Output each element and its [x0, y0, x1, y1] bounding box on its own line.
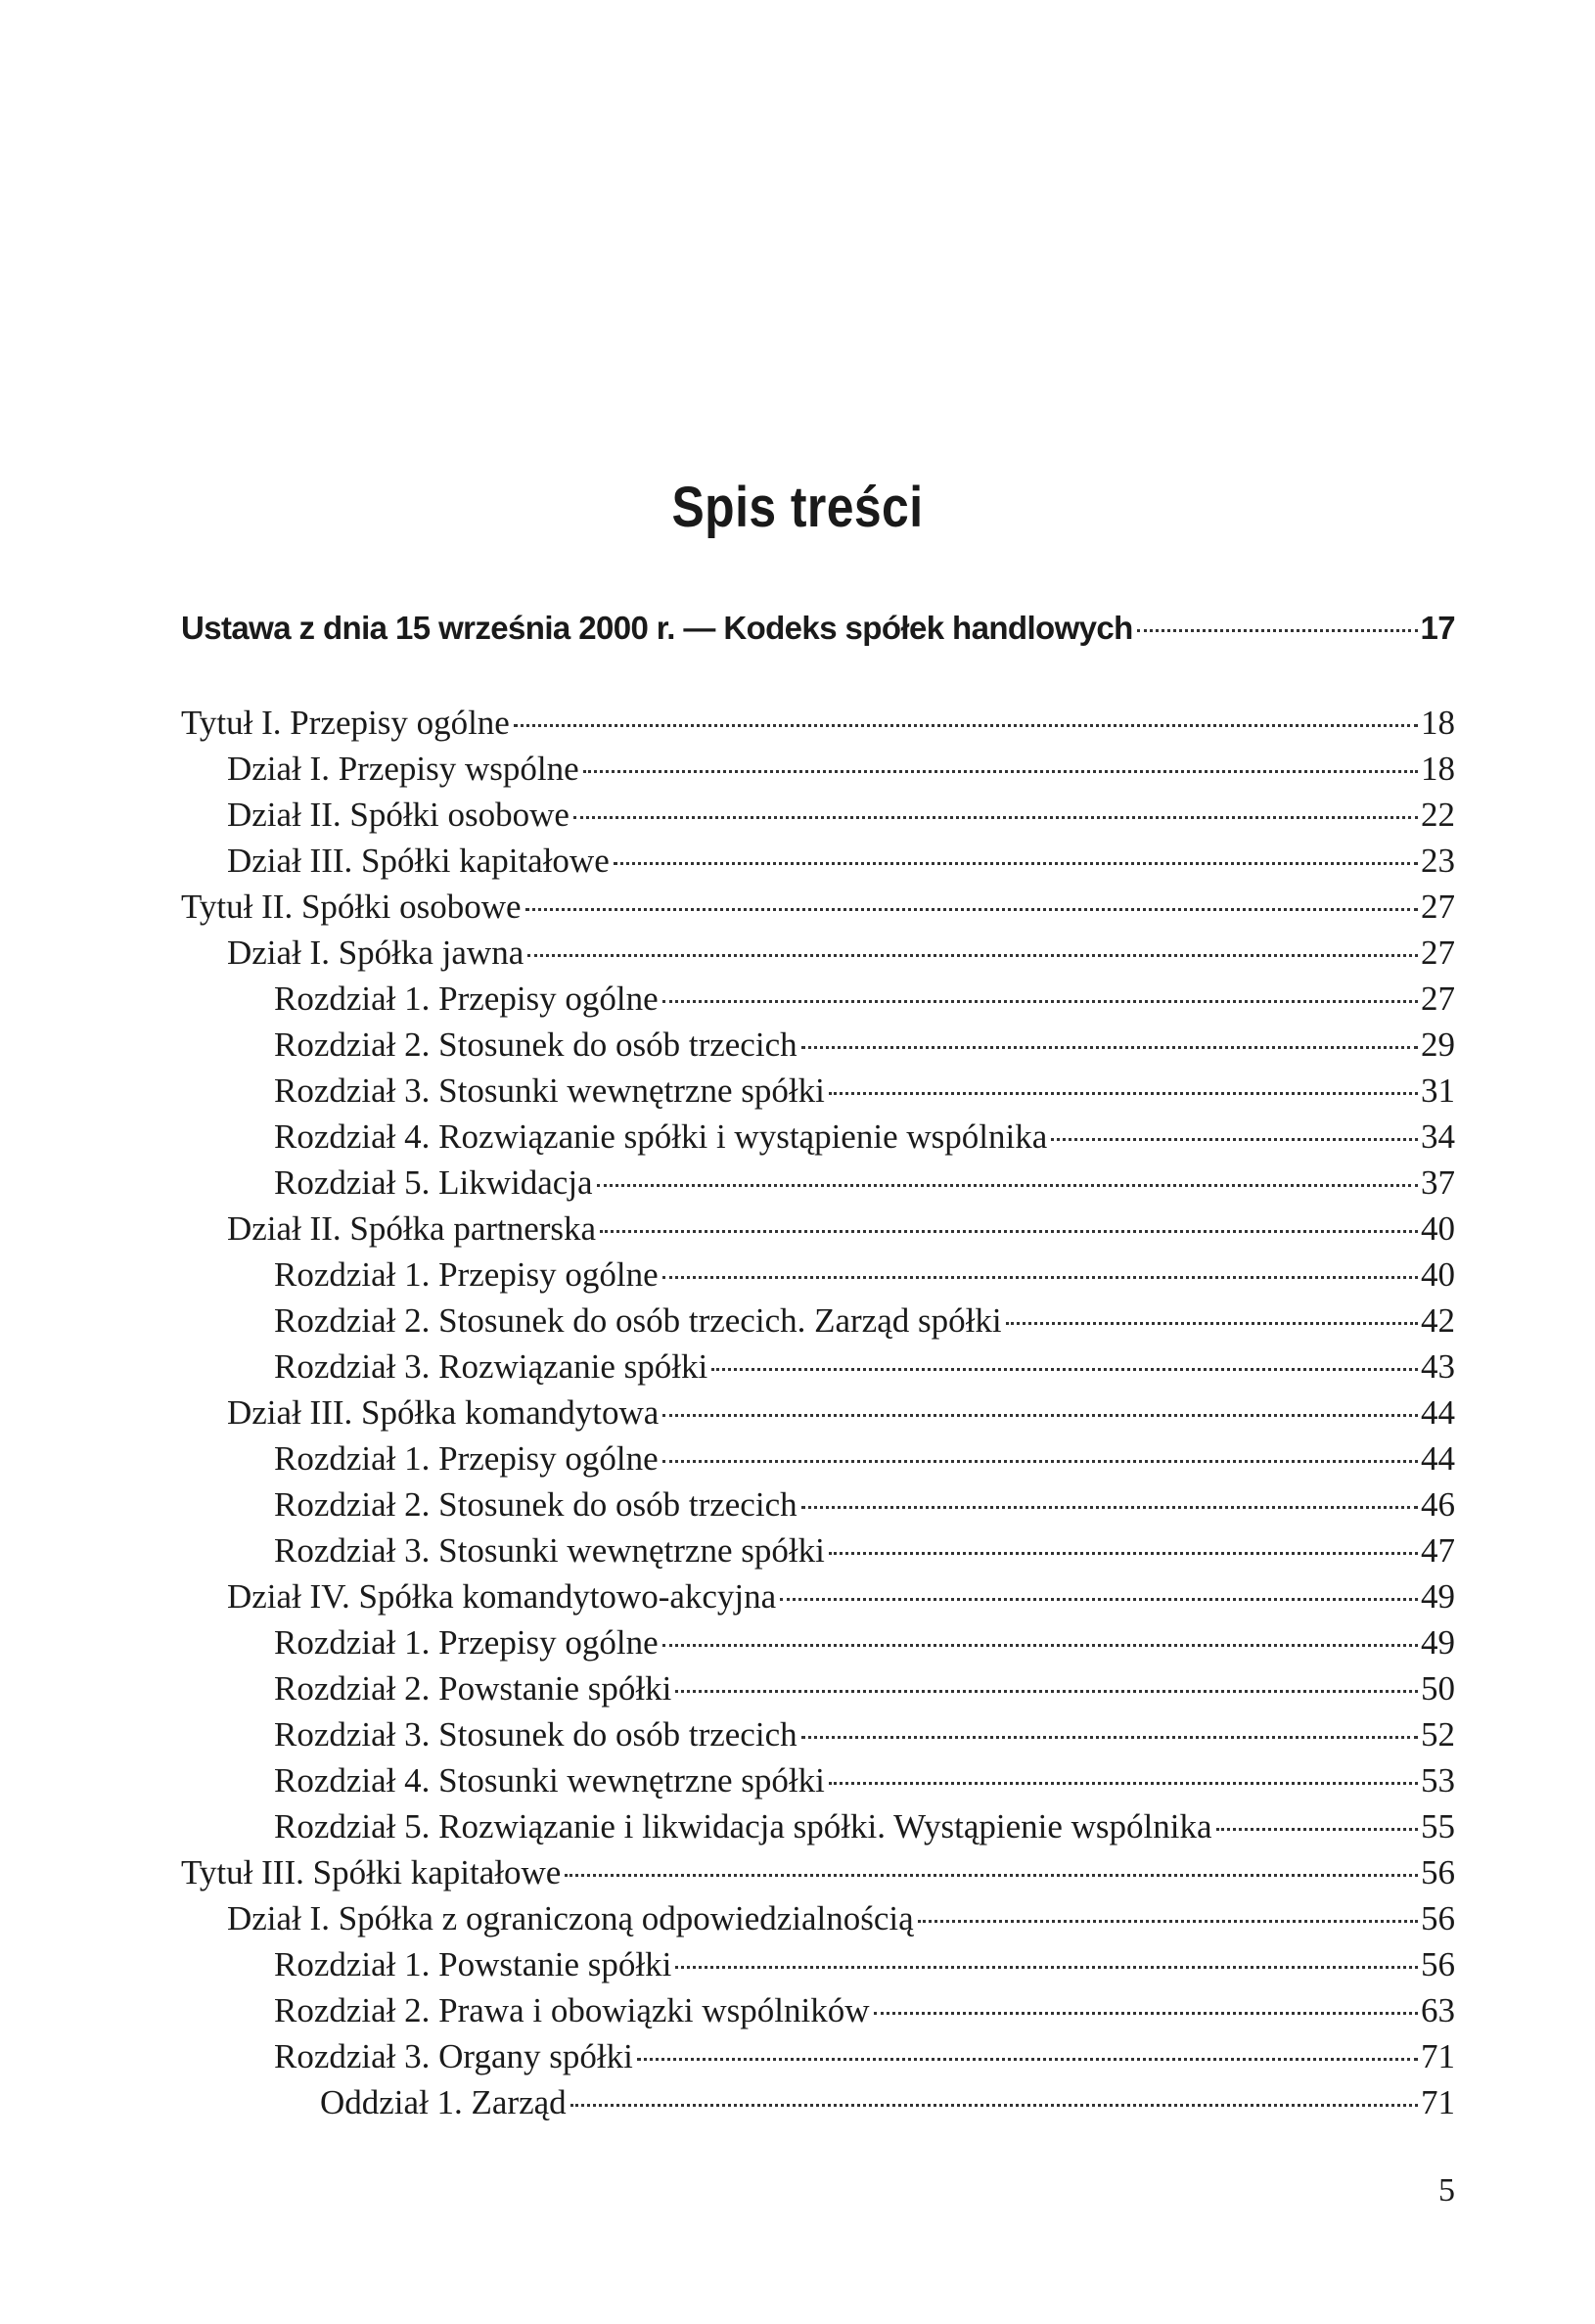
toc-page-number: 55 [1421, 1807, 1455, 1846]
toc-page-number: 56 [1421, 1899, 1455, 1937]
toc-entry-division[interactable] [181, 1390, 1455, 1435]
toc-entry-act[interactable] [181, 605, 1455, 651]
dot-leader [514, 723, 1418, 727]
toc-page-number: 56 [1421, 1945, 1455, 1983]
toc-entry-division[interactable] [181, 838, 1455, 884]
toc-entry-chapter[interactable] [181, 1481, 1455, 1527]
toc-entry-division[interactable] [181, 1206, 1455, 1252]
toc-entry-division[interactable] [181, 792, 1455, 838]
toc-entry-chapter[interactable] [181, 1757, 1455, 1803]
toc-entry-title[interactable] [181, 1849, 1455, 1895]
dot-leader [527, 953, 1418, 957]
dot-leader [675, 1965, 1418, 1969]
toc-entry-label: Rozdział 1. Przepisy ogólne [274, 980, 659, 1018]
toc-entry-label: Rozdział 1. Przepisy ogólne [274, 1439, 659, 1478]
toc-entry-label: Rozdział 1. Przepisy ogólne [274, 1255, 659, 1294]
dot-leader [662, 1459, 1418, 1463]
toc-page-number: 29 [1421, 1025, 1455, 1064]
dot-leader [525, 907, 1418, 911]
toc-page-number: 23 [1421, 842, 1455, 880]
dot-leader [675, 1689, 1418, 1693]
toc-page-number: 49 [1421, 1623, 1455, 1662]
toc-entry-chapter[interactable] [181, 1298, 1455, 1344]
toc-page-number: 53 [1421, 1761, 1455, 1800]
toc-entry-chapter[interactable] [181, 1527, 1455, 1573]
toc-entry-label: Rozdział 3. Rozwiązanie spółki [274, 1347, 708, 1386]
toc-page-number: 18 [1421, 704, 1455, 742]
toc-entry-label: Rozdział 2. Stosunek do osób trzecich. Zarząd spółki [274, 1301, 1002, 1340]
toc-entry-label: Ustawa z dnia 15 września 2000 r. — Kodeks spółek handlowych [181, 610, 1133, 646]
dot-leader [711, 1367, 1418, 1371]
toc-page-number: 50 [1421, 1669, 1455, 1708]
toc-entry-label: Dział I. Spółka jawna [227, 934, 524, 972]
dot-leader [570, 2103, 1418, 2107]
toc-page-number: 44 [1421, 1439, 1455, 1478]
toc-entry-label: Rozdział 5. Rozwiązanie i likwidacja spółki. Wystąpienie wspólnika [274, 1807, 1212, 1846]
toc-entry-chapter[interactable] [181, 1344, 1455, 1390]
toc-page-number: 37 [1421, 1163, 1455, 1202]
dot-leader [1006, 1321, 1418, 1325]
toc-entry-division[interactable] [181, 746, 1455, 792]
toc-entry-division[interactable] [181, 1573, 1455, 1619]
toc-page-number: 17 [1420, 610, 1455, 646]
toc-page-number: 71 [1421, 2037, 1455, 2075]
toc-page-number: 44 [1421, 1393, 1455, 1432]
toc-entry-chapter[interactable] [181, 1987, 1455, 2033]
toc-entry-label: Dział II. Spółka partnerska [227, 1209, 597, 1248]
toc-page-number: 31 [1421, 1071, 1455, 1110]
toc-entry-label: Tytuł I. Przepisy ogólne [181, 704, 510, 742]
toc-entry-chapter[interactable] [181, 1252, 1455, 1298]
toc-entry-chapter[interactable] [181, 1114, 1455, 1160]
toc-page-number: 40 [1421, 1209, 1455, 1248]
toc-entry-label: Dział IV. Spółka komandytowo-akcyjna [227, 1577, 777, 1616]
dot-leader [801, 1045, 1418, 1049]
toc-entry-label: Rozdział 2. Stosunek do osób trzecich [274, 1025, 798, 1064]
toc-entry-label: Rozdział 4. Stosunki wewnętrzne spółki [274, 1761, 825, 1800]
dot-leader [829, 1551, 1418, 1555]
toc-page-number: 27 [1421, 980, 1455, 1018]
toc-entry-label: Rozdział 3. Organy spółki [274, 2037, 633, 2075]
toc-page-number: 49 [1421, 1577, 1455, 1616]
toc-entry-label: Rozdział 2. Stosunek do osób trzecich [274, 1485, 798, 1524]
toc-page-number: 46 [1421, 1485, 1455, 1524]
page-title: Spis treści [671, 476, 924, 539]
toc-entry-label: Rozdział 1. Powstanie spółki [274, 1945, 672, 1983]
toc-entry-subsection[interactable] [181, 2079, 1455, 2125]
dot-leader [573, 815, 1418, 819]
toc-entry-label: Rozdział 3. Stosunki wewnętrzne spółki [274, 1071, 825, 1110]
dot-leader [597, 1183, 1418, 1187]
toc-entry-label: Tytuł II. Spółki osobowe [181, 888, 522, 926]
toc-entry-chapter[interactable] [181, 1068, 1455, 1114]
toc-entry-chapter[interactable] [181, 1435, 1455, 1481]
dot-leader [780, 1597, 1418, 1601]
toc-page-number: 52 [1421, 1715, 1455, 1754]
dot-leader [637, 2057, 1418, 2061]
toc-entry-label: Tytuł III. Spółki kapitałowe [181, 1853, 562, 1891]
toc-page-number: 71 [1421, 2083, 1455, 2121]
toc-entry-label: Rozdział 5. Likwidacja [274, 1163, 593, 1202]
toc-entry-label: Rozdział 4. Rozwiązanie spółki i wystąpienie wspólnika [274, 1117, 1048, 1156]
toc-page-number: 27 [1421, 888, 1455, 926]
toc-entry-label: Rozdział 2. Powstanie spółki [274, 1669, 672, 1708]
toc-page-number: 56 [1421, 1853, 1455, 1891]
toc-entry-label: Rozdział 2. Prawa i obowiązki wspólników [274, 1991, 870, 2029]
dot-leader [829, 1091, 1418, 1095]
dot-leader [801, 1505, 1418, 1509]
table-of-contents [181, 605, 1455, 2125]
toc-entry-label: Dział I. Przepisy wspólne [227, 750, 579, 788]
dot-leader [662, 1643, 1418, 1647]
toc-entry-label: Dział III. Spółka komandytowa [227, 1393, 660, 1432]
toc-entry-chapter[interactable] [181, 1803, 1455, 1849]
toc-entry-label: Dział I. Spółka z ograniczoną odpowiedzialnością [227, 1899, 914, 1937]
dot-leader [801, 1735, 1418, 1739]
toc-entry-chapter[interactable] [181, 1022, 1455, 1068]
toc-entry-chapter[interactable] [181, 1160, 1455, 1206]
dot-leader [1137, 628, 1418, 632]
page-number: 5 [1438, 2172, 1455, 2209]
toc-page-number: 27 [1421, 934, 1455, 972]
dot-leader [874, 2011, 1418, 2015]
toc-entry-chapter[interactable] [181, 976, 1455, 1022]
toc-entry-chapter[interactable] [181, 2033, 1455, 2079]
toc-entry-label: Rozdział 3. Stosunki wewnętrzne spółki [274, 1531, 825, 1570]
toc-entry-chapter[interactable] [181, 1711, 1455, 1757]
toc-entry-chapter[interactable] [181, 1941, 1455, 1987]
dot-leader [1051, 1137, 1418, 1141]
toc-entry-label: Rozdział 3. Stosunek do osób trzecich [274, 1715, 798, 1754]
dot-leader [1216, 1827, 1418, 1831]
dot-leader [565, 1873, 1418, 1877]
toc-page-number: 47 [1421, 1531, 1455, 1570]
toc-entry-label: Dział II. Spółki osobowe [227, 796, 570, 834]
toc-entry-division[interactable] [181, 1895, 1455, 1941]
dot-leader [614, 861, 1418, 865]
toc-page-number: 63 [1421, 1991, 1455, 2029]
dot-leader [600, 1229, 1418, 1233]
toc-page-number: 40 [1421, 1255, 1455, 1294]
toc-page-number: 43 [1421, 1347, 1455, 1386]
toc-entry-label: Dział III. Spółki kapitałowe [227, 842, 610, 880]
toc-entry-division[interactable] [181, 930, 1455, 976]
toc-entry-title[interactable] [181, 700, 1455, 746]
toc-entry-chapter[interactable] [181, 1619, 1455, 1665]
toc-page-number: 42 [1421, 1301, 1455, 1340]
dot-leader [662, 999, 1418, 1003]
toc-entry-chapter[interactable] [181, 1665, 1455, 1711]
dot-leader [829, 1781, 1418, 1785]
dot-leader [662, 1413, 1418, 1417]
toc-entry-label: Oddział 1. Zarząd [320, 2083, 567, 2121]
dot-leader [662, 1275, 1418, 1279]
dot-leader [918, 1919, 1418, 1923]
toc-entry-label: Rozdział 1. Przepisy ogólne [274, 1623, 659, 1662]
dot-leader [583, 769, 1418, 773]
toc-entry-title[interactable] [181, 884, 1455, 930]
toc-page-number: 22 [1421, 796, 1455, 834]
toc-page-number: 18 [1421, 750, 1455, 788]
toc-page-number: 34 [1421, 1117, 1455, 1156]
